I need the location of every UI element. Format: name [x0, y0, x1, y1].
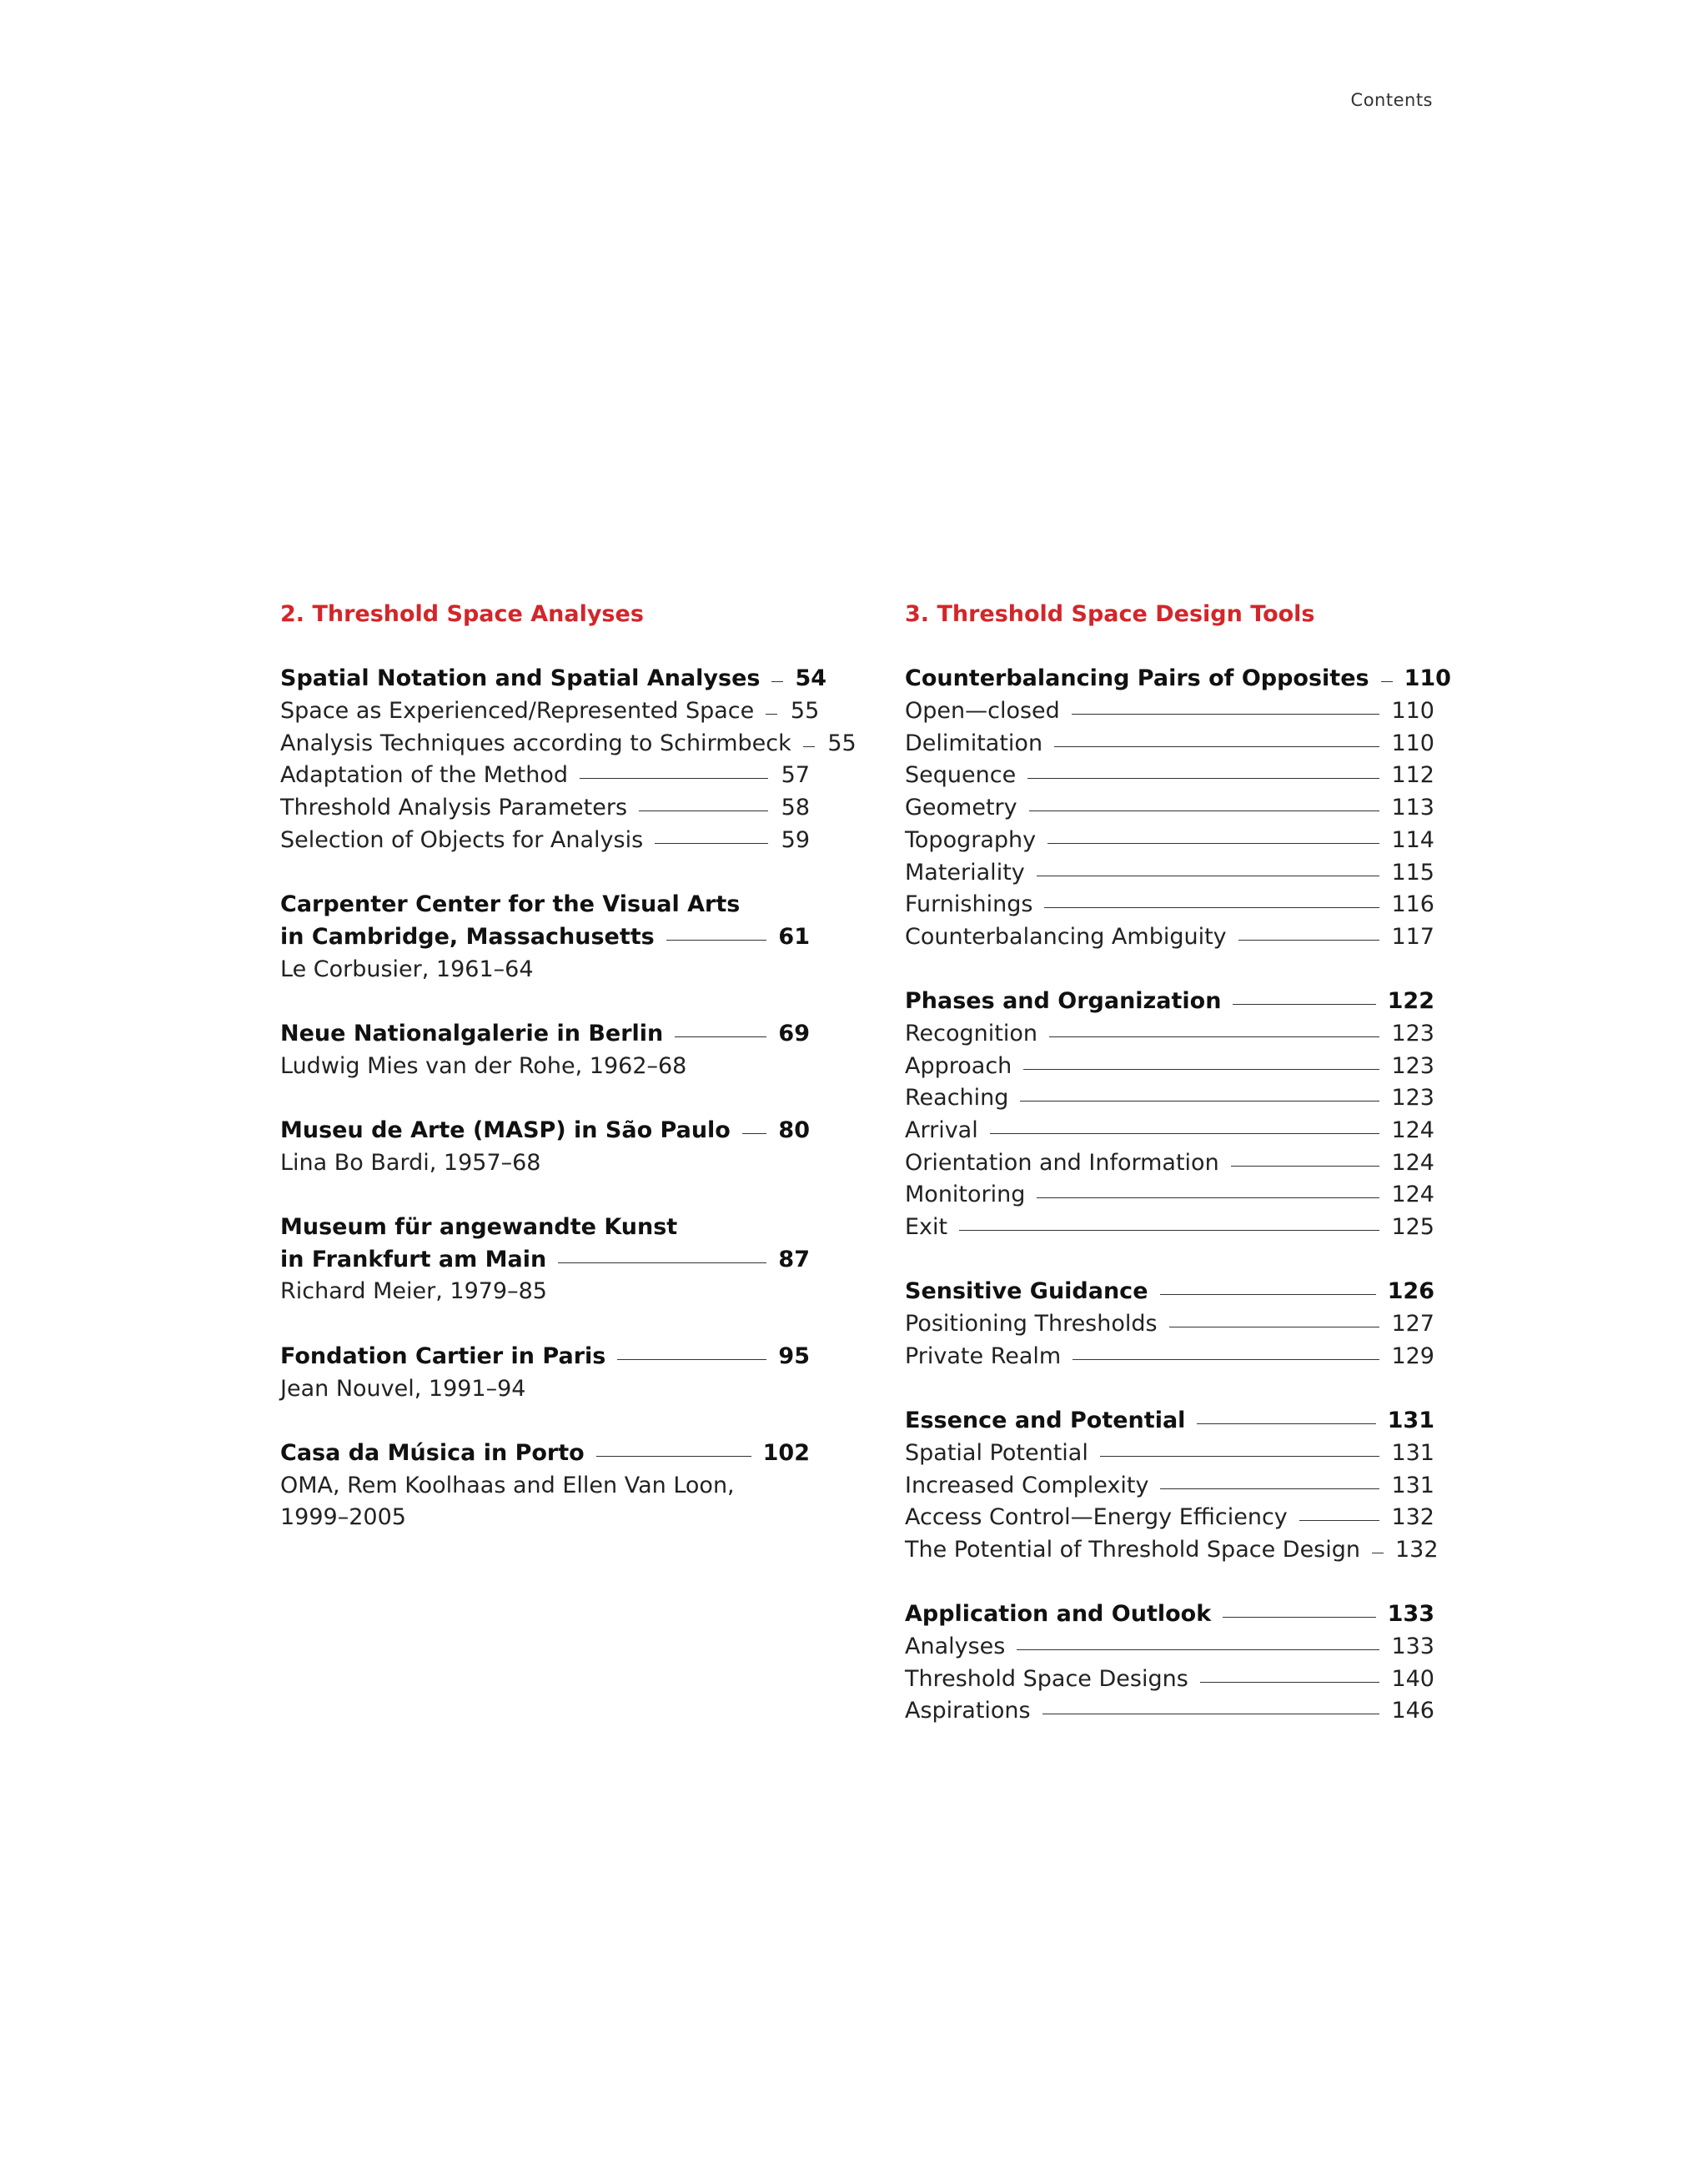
toc-entry[interactable] — [905, 1438, 1434, 1470]
page-number: 54 — [795, 665, 827, 692]
toc-entry[interactable] — [280, 792, 810, 825]
leader-line — [766, 714, 777, 715]
leader-line — [596, 1456, 751, 1457]
leader-line — [1197, 1423, 1375, 1424]
entry-title: Spatial Notation and Spatial Analyses — [280, 665, 761, 692]
toc-column-left — [280, 599, 857, 1534]
leader-line — [1223, 1617, 1375, 1618]
leader-line — [1049, 1036, 1379, 1037]
entry-subtitle: Jean Nouvel, 1991–94 — [280, 1375, 526, 1402]
toc-entry[interactable] — [905, 1147, 1434, 1180]
leader-line — [580, 778, 768, 779]
entry-title: Threshold Analysis Parameters — [280, 795, 628, 821]
toc-entry[interactable] — [905, 1018, 1434, 1051]
leader-line — [1020, 1101, 1379, 1102]
page-number: 114 — [1391, 826, 1434, 853]
leader-line — [803, 746, 815, 747]
page-number: 57 — [781, 762, 810, 789]
toc-group — [905, 663, 1451, 953]
entry-title: Increased Complexity — [905, 1472, 1149, 1498]
page-number: 58 — [781, 795, 810, 821]
toc-group — [280, 1115, 810, 1179]
toc-entry[interactable] — [280, 728, 857, 760]
entry-subtitle: 1999–2005 — [280, 1504, 406, 1531]
page-number: 124 — [1391, 1149, 1434, 1176]
entry-title-line[interactable]: Carpenter Center for the Visual Arts — [280, 891, 741, 918]
leader-line — [1047, 843, 1379, 844]
toc-group — [280, 889, 810, 986]
leader-line — [1231, 1166, 1380, 1167]
page-number: 80 — [778, 1117, 810, 1143]
page-number: 140 — [1391, 1665, 1434, 1692]
entry-title: Casa da Música in Porto — [280, 1439, 585, 1466]
toc-group — [280, 1018, 810, 1082]
entry-title: in Frankfurt am Main — [280, 1246, 547, 1272]
toc-entry[interactable] — [905, 728, 1434, 760]
toc-entry-main[interactable] — [905, 1598, 1434, 1631]
page-number: 102 — [762, 1439, 810, 1466]
entry-subtitle: Richard Meier, 1979–85 — [280, 1278, 547, 1305]
page-number: 110 — [1404, 665, 1451, 692]
leader-line — [1044, 907, 1379, 908]
toc-entry[interactable] — [905, 1115, 1434, 1147]
leader-line — [1200, 1682, 1380, 1683]
toc-group — [905, 1405, 1439, 1566]
page-number: 131 — [1391, 1439, 1434, 1466]
entry-title: Topography — [905, 826, 1037, 853]
entry-title: Sequence — [905, 762, 1017, 789]
page-number: 133 — [1391, 1634, 1434, 1659]
leader-line — [1072, 714, 1380, 715]
leader-line — [1029, 810, 1380, 811]
page-number: 61 — [778, 923, 810, 950]
entry-title: Private Realm — [905, 1342, 1062, 1369]
toc-entry[interactable] — [905, 1212, 1434, 1244]
page-number: 125 — [1391, 1214, 1434, 1241]
leader-line — [771, 681, 783, 682]
page-number: 131 — [1391, 1472, 1434, 1498]
leader-line — [1299, 1520, 1380, 1521]
entry-title: Positioning Thresholds — [905, 1311, 1158, 1337]
toc-entry-main[interactable] — [280, 1244, 810, 1277]
toc-entry-main[interactable] — [280, 1018, 810, 1051]
page-number: 124 — [1391, 1117, 1434, 1143]
toc-entry[interactable] — [905, 889, 1434, 921]
entry-subtitle: Lina Bo Bardi, 1957–68 — [280, 1149, 541, 1176]
leader-line — [1027, 778, 1379, 779]
entry-subtitle: Le Corbusier, 1961–64 — [280, 956, 534, 982]
page-number: 133 — [1387, 1601, 1434, 1628]
toc-entry[interactable] — [905, 1470, 1434, 1503]
entry-title: Adaptation of the Method — [280, 762, 569, 789]
toc-group — [905, 1276, 1434, 1373]
leader-line — [1037, 1197, 1379, 1198]
toc-entry-main[interactable] — [280, 921, 810, 954]
entry-title: Orientation and Information — [905, 1149, 1219, 1176]
page-number: 124 — [1391, 1182, 1434, 1208]
entry-title: Phases and Organization — [905, 988, 1222, 1015]
toc-entry[interactable] — [905, 1664, 1434, 1696]
entry-title: Recognition — [905, 1020, 1037, 1046]
toc-entry[interactable] — [905, 1341, 1434, 1373]
leader-line — [1023, 1069, 1379, 1070]
toc-group — [280, 1438, 810, 1534]
toc-entry[interactable] — [280, 760, 810, 792]
toc-entry[interactable] — [280, 695, 820, 728]
entry-title: Analysis Techniques according to Schirmbeck — [280, 730, 791, 756]
entry-title: Access Control—Energy Efficiency — [905, 1504, 1288, 1531]
leader-line — [1073, 1359, 1379, 1360]
toc-entry[interactable] — [905, 921, 1434, 954]
page-number: 115 — [1391, 859, 1434, 886]
entry-title: Geometry — [905, 795, 1017, 821]
leader-line — [1017, 1649, 1379, 1650]
toc-entry[interactable] — [280, 825, 810, 857]
toc-entry-main[interactable] — [280, 663, 827, 695]
toc-entry[interactable] — [905, 1534, 1439, 1567]
page-number: 69 — [778, 1020, 810, 1046]
leader-line — [675, 1036, 766, 1037]
leader-line — [990, 1133, 1380, 1134]
entry-title: Aspirations — [905, 1698, 1031, 1724]
running-head: Contents — [1350, 90, 1433, 110]
page-number: 59 — [781, 826, 810, 853]
page-number: 55 — [827, 730, 857, 756]
toc-entry-main[interactable] — [280, 1341, 810, 1373]
leader-line — [1054, 746, 1379, 747]
leader-line — [639, 810, 768, 811]
page-number: 129 — [1391, 1342, 1434, 1369]
page-number: 123 — [1391, 1085, 1434, 1112]
entry-title: Museu de Arte (MASP) in São Paulo — [280, 1117, 731, 1143]
page-number: 123 — [1391, 1020, 1434, 1046]
toc-group — [280, 1341, 810, 1405]
toc-entry-main[interactable] — [905, 1405, 1434, 1438]
page-number: 113 — [1391, 795, 1434, 821]
leader-line — [1238, 940, 1380, 941]
toc-entry[interactable] — [905, 1695, 1434, 1728]
toc-entry[interactable] — [905, 1631, 1434, 1664]
entry-title: Essence and Potential — [905, 1408, 1186, 1434]
entry-title: Reaching — [905, 1085, 1009, 1112]
leader-line — [742, 1133, 767, 1134]
toc-entry[interactable] — [905, 1051, 1434, 1083]
leader-line — [1381, 681, 1393, 682]
page-number: 123 — [1391, 1052, 1434, 1079]
entry-subtitle: Ludwig Mies van der Rohe, 1962–68 — [280, 1052, 687, 1079]
leader-line — [666, 940, 767, 941]
section-title: 3. Threshold Space Design Tools — [905, 601, 1315, 627]
entry-title: Furnishings — [905, 891, 1033, 918]
toc-entry[interactable] — [905, 857, 1434, 890]
toc-entry[interactable] — [905, 1082, 1434, 1115]
entry-title: Arrival — [905, 1117, 978, 1143]
toc-entry[interactable] — [905, 1502, 1434, 1534]
toc-entry-main[interactable] — [280, 1115, 810, 1147]
toc-group — [905, 986, 1434, 1244]
toc-entry[interactable] — [905, 825, 1434, 857]
toc-entry[interactable] — [905, 792, 1434, 825]
toc-entry-main[interactable] — [280, 1438, 810, 1470]
entry-title: Counterbalancing Ambiguity — [905, 923, 1227, 950]
toc-column-right — [905, 599, 1451, 1728]
toc-entry-main[interactable] — [905, 663, 1451, 695]
page-number: 146 — [1391, 1698, 1434, 1724]
entry-subtitle: OMA, Rem Koolhaas and Ellen Van Loon, — [280, 1472, 735, 1498]
entry-title: Sensitive Guidance — [905, 1278, 1148, 1305]
section-title: 2. Threshold Space Analyses — [280, 601, 644, 627]
leader-line — [959, 1230, 1379, 1231]
toc-entry[interactable] — [905, 695, 1434, 728]
entry-title: Analyses — [905, 1634, 1006, 1659]
page-number: 127 — [1391, 1311, 1434, 1337]
entry-title-line[interactable]: Museum für angewandte Kunst — [280, 1214, 678, 1241]
toc-entry-main[interactable] — [905, 1276, 1434, 1308]
page-number: 116 — [1391, 891, 1434, 918]
page-number: 110 — [1391, 698, 1434, 725]
page-number: 95 — [778, 1342, 810, 1369]
entry-title: Exit — [905, 1214, 948, 1241]
entry-title: Spatial Potential — [905, 1439, 1088, 1466]
leader-line — [655, 843, 768, 844]
entry-title: Application and Outlook — [905, 1601, 1212, 1628]
leader-line — [1160, 1488, 1379, 1489]
entry-title: Open—closed — [905, 698, 1060, 725]
page-number: 87 — [778, 1246, 810, 1272]
leader-line — [1160, 1294, 1376, 1295]
entry-title: in Cambridge, Massachusetts — [280, 923, 655, 950]
toc-group — [280, 1212, 810, 1308]
leader-line — [1100, 1456, 1380, 1457]
entry-title: Neue Nationalgalerie in Berlin — [280, 1020, 664, 1046]
entry-title: Fondation Cartier in Paris — [280, 1342, 606, 1369]
toc-entry[interactable] — [905, 1308, 1434, 1341]
entry-title: Selection of Objects for Analysis — [280, 826, 644, 853]
toc-entry[interactable] — [905, 1179, 1434, 1212]
page-number: 117 — [1391, 923, 1434, 950]
entry-title: Threshold Space Designs — [905, 1665, 1188, 1692]
entry-title: Counterbalancing Pairs of Opposites — [905, 665, 1369, 692]
entry-title: Materiality — [905, 859, 1025, 886]
page-number: 55 — [790, 698, 820, 725]
entry-title: Delimitation — [905, 730, 1043, 756]
entry-title: The Potential of Threshold Space Design — [905, 1536, 1360, 1563]
leader-line — [1233, 1004, 1375, 1005]
leader-line — [558, 1262, 766, 1263]
page-number: 131 — [1387, 1408, 1434, 1434]
page-number: 132 — [1395, 1536, 1439, 1563]
toc-entry-main[interactable] — [905, 986, 1434, 1018]
page-number: 126 — [1387, 1278, 1434, 1305]
leader-line — [617, 1359, 766, 1360]
entry-title: Space as Experienced/Represented Space — [280, 698, 755, 725]
page-number: 132 — [1391, 1504, 1434, 1531]
toc-entry[interactable] — [905, 760, 1434, 792]
toc-group — [905, 1598, 1434, 1728]
page-number: 112 — [1391, 762, 1434, 789]
page-number: 110 — [1391, 730, 1434, 756]
entry-title: Approach — [905, 1052, 1012, 1079]
entry-title: Monitoring — [905, 1182, 1026, 1208]
page-number: 122 — [1387, 988, 1434, 1015]
toc-group — [280, 663, 857, 856]
